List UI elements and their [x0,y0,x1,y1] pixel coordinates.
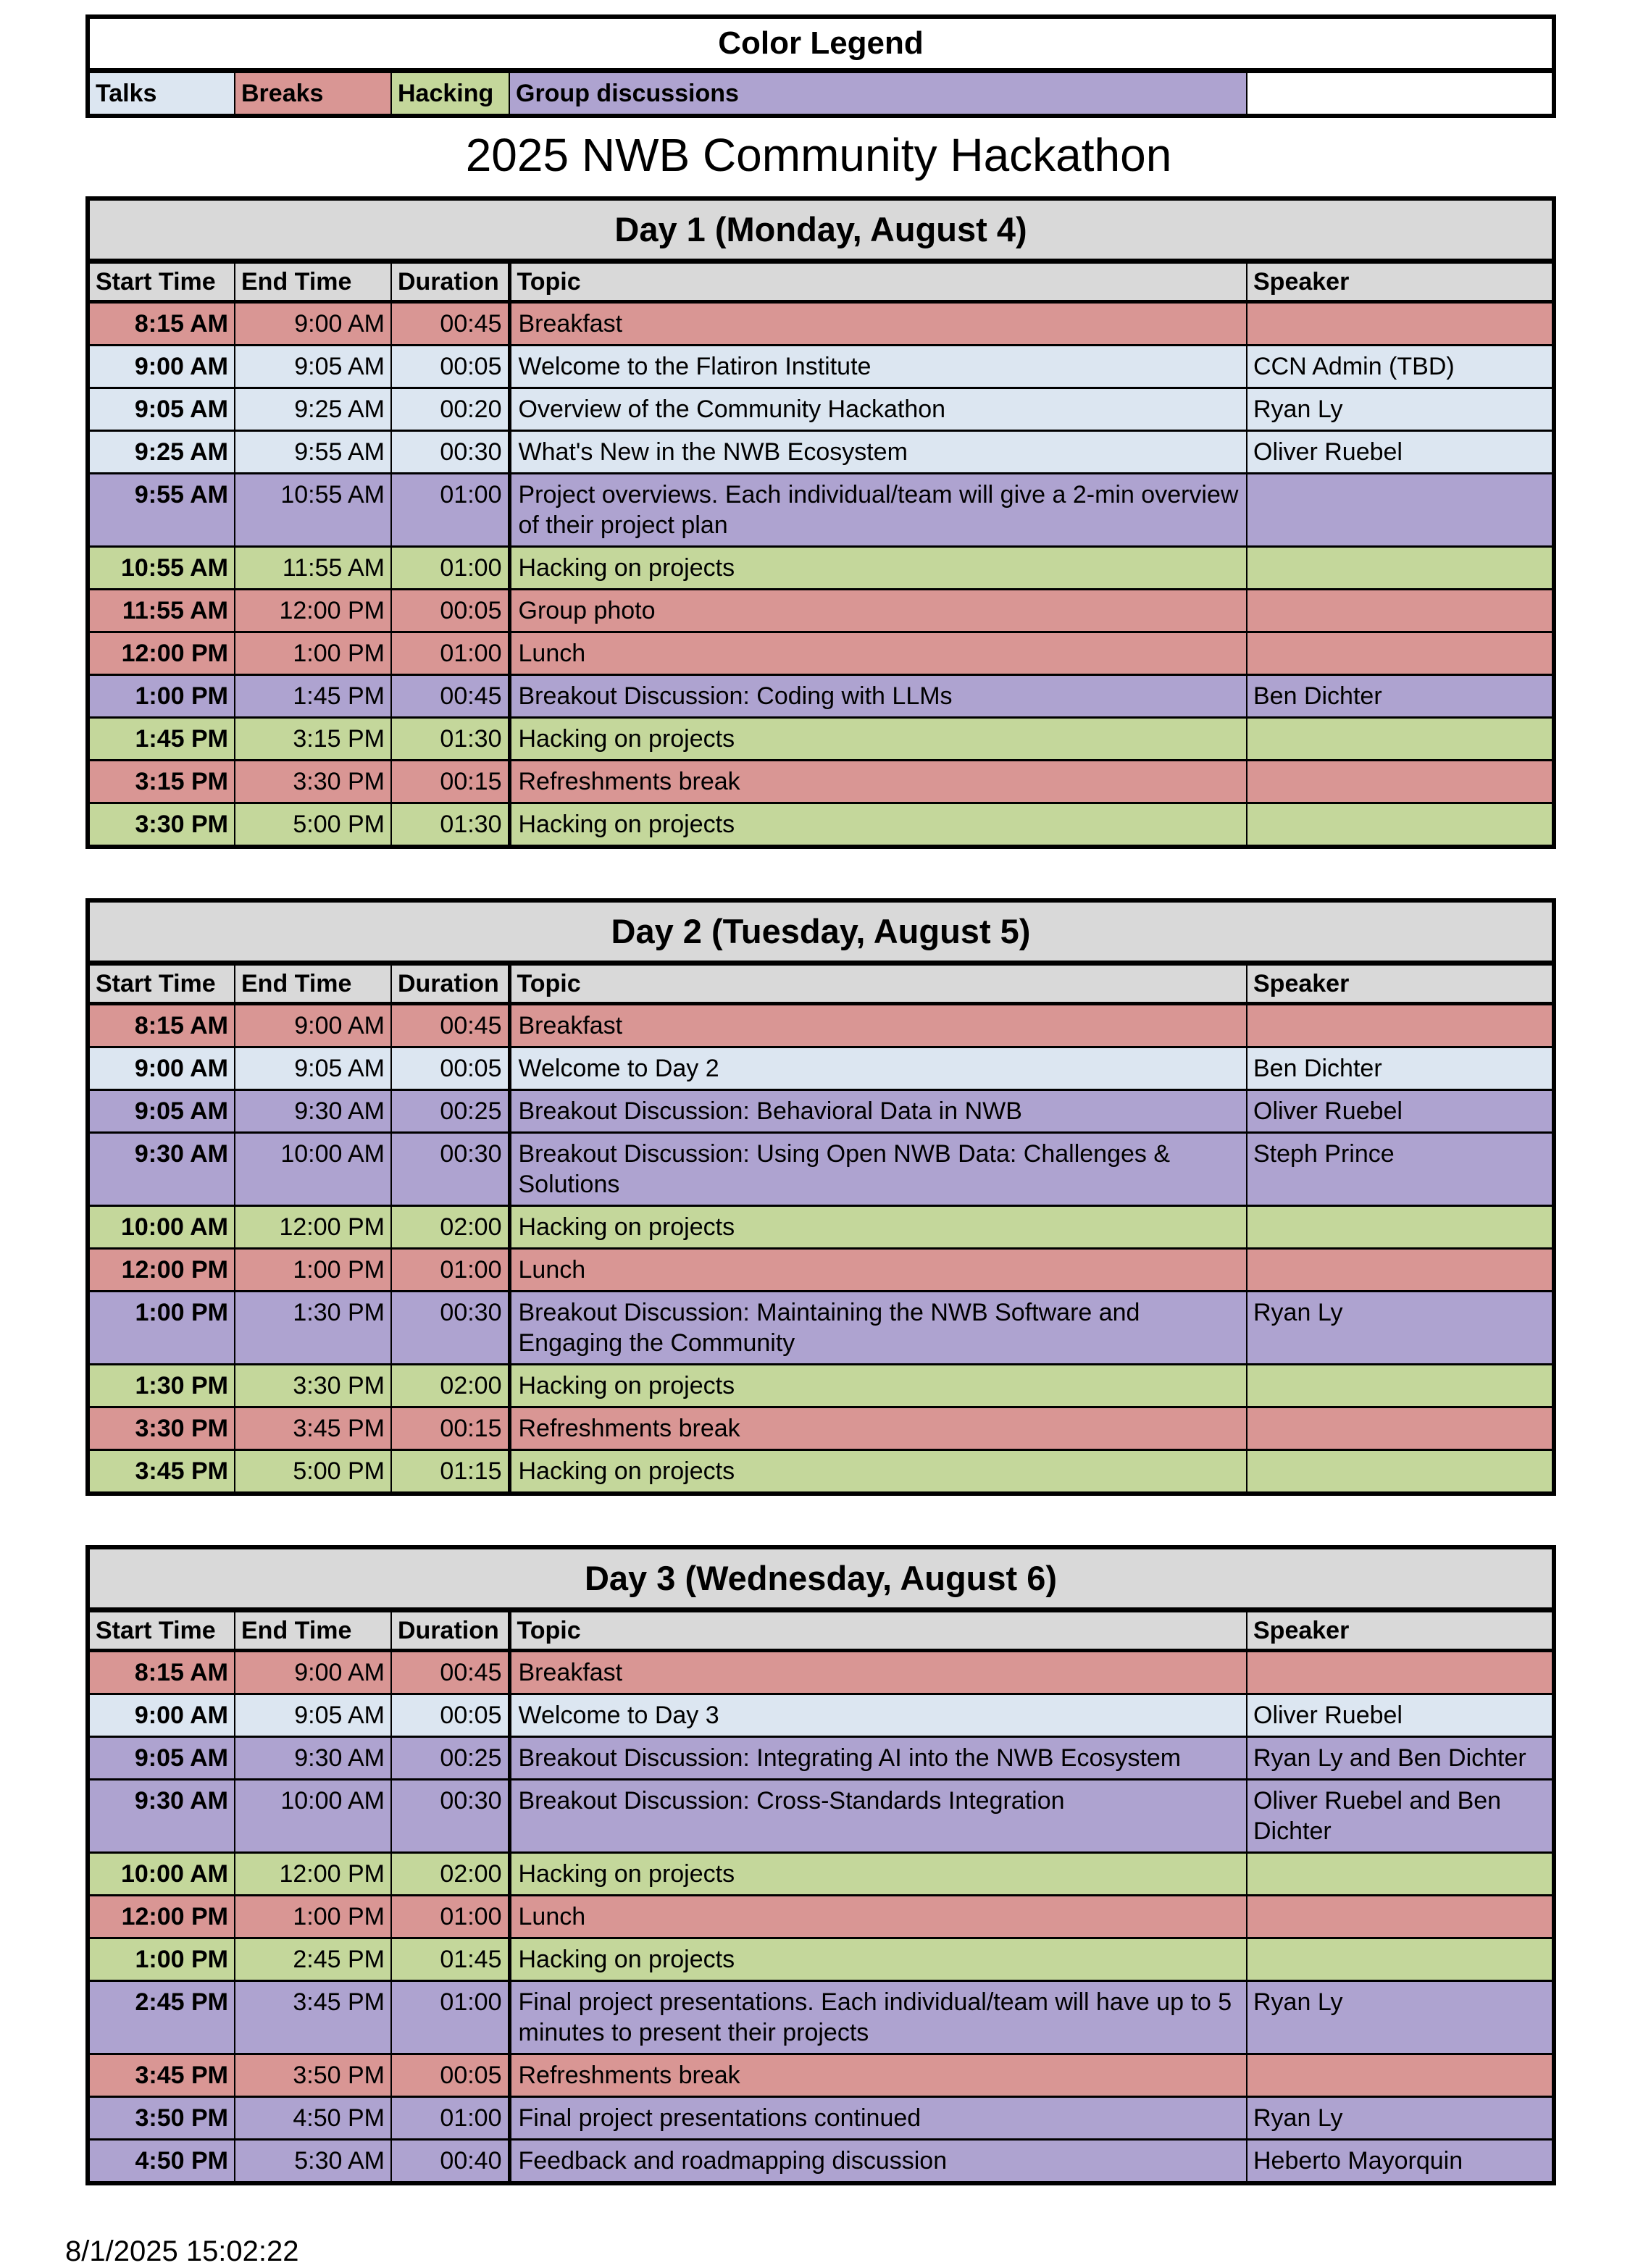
duration-cell: 02:00 [391,1853,509,1896]
topic-cell: Refreshments break [509,2054,1247,2097]
duration-cell: 00:45 [391,1004,509,1047]
end-time-cell: 1:00 PM [235,1896,391,1938]
speaker-cell [1247,547,1554,590]
start-time-cell: 10:55 AM [88,547,235,590]
event-row [88,1365,1554,1407]
start-time-cell: 9:55 AM [88,474,235,547]
page-title: 2025 NWB Community Hackathon [465,129,1172,181]
duration-cell: 00:05 [391,346,509,388]
topic-cell: Refreshments break [509,1407,1247,1450]
topic-cell: Welcome to Day 3 [509,1694,1247,1737]
footer-timestamp: 8/1/2025 15:02:22 [65,2235,299,2267]
start-time-cell: 10:00 AM [88,1853,235,1896]
day-table-1 [85,196,1556,849]
start-time-cell: 8:15 AM [88,1651,235,1694]
event-row [88,1896,1554,1938]
column-header-speaker: Speaker [1247,963,1554,1004]
topic-cell: Hacking on projects [509,718,1247,761]
start-time-cell: 9:00 AM [88,1694,235,1737]
legend-title: Color Legend [88,17,1554,71]
end-time-cell: 10:00 AM [235,1133,391,1206]
topic-cell: Project overviews. Each individual/team will give a 2-min overview of their project plan [509,474,1247,547]
event-row [88,1047,1554,1090]
event-row [88,2097,1554,2140]
start-time-cell: 9:00 AM [88,346,235,388]
column-header-speaker: Speaker [1247,1610,1554,1651]
end-time-cell: 12:00 PM [235,1853,391,1896]
event-row [88,761,1554,803]
speaker-cell [1247,1450,1554,1494]
legend-items-row [88,71,1554,117]
event-row [88,1407,1554,1450]
speaker-cell: Ryan Ly and Ben Dichter [1247,1737,1554,1780]
event-row [88,547,1554,590]
event-row [88,1090,1554,1133]
speaker-cell: Heberto Mayorquin [1247,2140,1554,2184]
end-time-cell: 1:45 PM [235,675,391,718]
start-time-cell: 9:00 AM [88,1047,235,1090]
day-rows [88,1651,1554,2184]
legend-title-row [88,17,1554,71]
end-time-cell: 1:00 PM [235,632,391,675]
event-row [88,2140,1554,2184]
topic-cell: Breakout Discussion: Behavioral Data in NWB [509,1090,1247,1133]
topic-cell: Welcome to the Flatiron Institute [509,346,1247,388]
legend-item-hacking: Hacking [391,71,509,117]
duration-cell: 00:30 [391,431,509,474]
duration-cell: 00:05 [391,1047,509,1090]
duration-cell: 01:00 [391,474,509,547]
day-tables [85,196,1552,2185]
topic-cell: Final project presentations continued [509,2097,1247,2140]
duration-cell: 01:00 [391,2097,509,2140]
column-header-end-time: End Time [235,261,391,302]
topic-cell: Overview of the Community Hackathon [509,388,1247,431]
end-time-cell: 3:30 PM [235,1365,391,1407]
column-header-start-time: Start Time [88,1610,235,1651]
topic-cell: Hacking on projects [509,1450,1247,1494]
event-row [88,1737,1554,1780]
end-time-cell: 9:05 AM [235,1694,391,1737]
column-header-topic: Topic [509,1610,1247,1651]
duration-cell: 00:05 [391,2054,509,2097]
duration-cell: 00:05 [391,1694,509,1737]
speaker-cell [1247,302,1554,346]
duration-cell: 00:25 [391,1090,509,1133]
end-time-cell: 12:00 PM [235,1206,391,1249]
end-time-cell: 10:55 AM [235,474,391,547]
end-time-cell: 3:30 PM [235,761,391,803]
event-row [88,2054,1554,2097]
start-time-cell: 9:30 AM [88,1780,235,1853]
duration-cell: 01:45 [391,1938,509,1981]
duration-cell: 01:30 [391,718,509,761]
duration-cell: 01:00 [391,632,509,675]
end-time-cell: 12:00 PM [235,590,391,632]
topic-cell: Refreshments break [509,761,1247,803]
end-time-cell: 9:55 AM [235,431,391,474]
speaker-cell: Ryan Ly [1247,388,1554,431]
start-time-cell: 9:25 AM [88,431,235,474]
column-header-end-time: End Time [235,963,391,1004]
column-header-topic: Topic [509,963,1247,1004]
speaker-cell: Ryan Ly [1247,1981,1554,2054]
start-time-cell: 3:45 PM [88,1450,235,1494]
event-row [88,1206,1554,1249]
speaker-cell: CCN Admin (TBD) [1247,346,1554,388]
column-header-row [88,261,1554,302]
duration-cell: 01:15 [391,1450,509,1494]
start-time-cell: 9:30 AM [88,1133,235,1206]
start-time-cell: 4:50 PM [88,2140,235,2184]
speaker-cell: Ryan Ly [1247,2097,1554,2140]
start-time-cell: 1:45 PM [88,718,235,761]
column-header-row [88,963,1554,1004]
duration-cell: 00:05 [391,590,509,632]
end-time-cell: 5:30 AM [235,2140,391,2184]
day-table-2 [85,898,1556,1496]
end-time-cell: 3:50 PM [235,2054,391,2097]
topic-cell: Breakfast [509,1651,1247,1694]
duration-cell: 00:30 [391,1133,509,1206]
event-row [88,632,1554,675]
event-row [88,346,1554,388]
event-row [88,302,1554,346]
end-time-cell: 11:55 AM [235,547,391,590]
event-row [88,1938,1554,1981]
speaker-cell: Ryan Ly [1247,1292,1554,1365]
column-header-end-time: End Time [235,1610,391,1651]
speaker-cell [1247,632,1554,675]
end-time-cell: 9:25 AM [235,388,391,431]
day-rows [88,302,1554,848]
duration-cell: 02:00 [391,1206,509,1249]
speaker-cell [1247,1896,1554,1938]
column-header-start-time: Start Time [88,261,235,302]
column-header-speaker: Speaker [1247,261,1554,302]
speaker-cell [1247,1651,1554,1694]
duration-cell: 00:45 [391,675,509,718]
start-time-cell: 12:00 PM [88,632,235,675]
event-row [88,1780,1554,1853]
day-title-row [88,198,1554,261]
duration-cell: 00:25 [391,1737,509,1780]
topic-cell: Final project presentations. Each individual/team will have up to 5 minutes to present their projects [509,1981,1247,2054]
topic-cell: Lunch [509,1896,1247,1938]
start-time-cell: 11:55 AM [88,590,235,632]
end-time-cell: 3:45 PM [235,1407,391,1450]
speaker-cell [1247,718,1554,761]
topic-cell: Hacking on projects [509,1365,1247,1407]
event-row [88,1292,1554,1365]
event-row [88,1694,1554,1737]
end-time-cell: 1:00 PM [235,1249,391,1292]
speaker-cell [1247,1938,1554,1981]
start-time-cell: 9:05 AM [88,1737,235,1780]
topic-cell: Lunch [509,632,1247,675]
column-header-start-time: Start Time [88,963,235,1004]
speaker-cell: Steph Prince [1247,1133,1554,1206]
legend-empty-cell [1247,71,1554,117]
speaker-cell [1247,1407,1554,1450]
topic-cell: Hacking on projects [509,803,1247,848]
start-time-cell: 9:05 AM [88,388,235,431]
day-rows [88,1004,1554,1494]
column-header-row [88,1610,1554,1651]
start-time-cell: 1:30 PM [88,1365,235,1407]
speaker-cell [1247,1249,1554,1292]
topic-cell: Breakfast [509,1004,1247,1047]
event-row [88,1651,1554,1694]
end-time-cell: 2:45 PM [235,1938,391,1981]
duration-cell: 01:00 [391,547,509,590]
event-row [88,388,1554,431]
duration-cell: 01:30 [391,803,509,848]
duration-cell: 01:00 [391,1981,509,2054]
speaker-cell [1247,1365,1554,1407]
speaker-cell [1247,1206,1554,1249]
speaker-cell: Ben Dichter [1247,1047,1554,1090]
column-header-duration: Duration [391,261,509,302]
speaker-cell [1247,1004,1554,1047]
color-legend [85,14,1556,118]
day-title-row [88,900,1554,963]
speaker-cell [1247,761,1554,803]
end-time-cell: 9:00 AM [235,1004,391,1047]
topic-cell: What's New in the NWB Ecosystem [509,431,1247,474]
topic-cell: Breakout Discussion: Cross-Standards Integration [509,1780,1247,1853]
end-time-cell: 9:05 AM [235,1047,391,1090]
topic-cell: Hacking on projects [509,547,1247,590]
start-time-cell: 12:00 PM [88,1896,235,1938]
day-title: Day 2 (Tuesday, August 5) [88,900,1554,963]
legend-item-group: Group discussions [509,71,1247,117]
speaker-cell [1247,474,1554,547]
duration-cell: 01:00 [391,1249,509,1292]
speaker-cell [1247,2054,1554,2097]
duration-cell: 02:00 [391,1365,509,1407]
event-row [88,803,1554,848]
event-row [88,1133,1554,1206]
duration-cell: 00:20 [391,388,509,431]
speaker-cell: Oliver Ruebel [1247,431,1554,474]
topic-cell: Hacking on projects [509,1853,1247,1896]
speaker-cell: Ben Dichter [1247,675,1554,718]
topic-cell: Breakout Discussion: Maintaining the NWB Software and Engaging the Community [509,1292,1247,1365]
end-time-cell: 3:15 PM [235,718,391,761]
duration-cell: 01:00 [391,1896,509,1938]
event-row [88,1981,1554,2054]
topic-cell: Breakout Discussion: Coding with LLMs [509,675,1247,718]
end-time-cell: 10:00 AM [235,1780,391,1853]
event-row [88,474,1554,547]
topic-cell: Group photo [509,590,1247,632]
end-time-cell: 1:30 PM [235,1292,391,1365]
event-row [88,431,1554,474]
end-time-cell: 5:00 PM [235,1450,391,1494]
speaker-cell [1247,803,1554,848]
start-time-cell: 3:50 PM [88,2097,235,2140]
duration-cell: 00:15 [391,761,509,803]
day-title: Day 1 (Monday, August 4) [88,198,1554,261]
topic-cell: Breakfast [509,302,1247,346]
topic-cell: Breakout Discussion: Using Open NWB Data: Challenges & Solutions [509,1133,1247,1206]
duration-cell: 00:30 [391,1292,509,1365]
legend-item-talks: Talks [88,71,235,117]
end-time-cell: 5:00 PM [235,803,391,848]
day-title: Day 3 (Wednesday, August 6) [88,1547,1554,1610]
column-header-topic: Topic [509,261,1247,302]
duration-cell: 00:30 [391,1780,509,1853]
day-table-3 [85,1545,1556,2185]
duration-cell: 00:45 [391,1651,509,1694]
speaker-cell [1247,590,1554,632]
start-time-cell: 8:15 AM [88,302,235,346]
event-row [88,718,1554,761]
start-time-cell: 1:00 PM [88,675,235,718]
topic-cell: Breakout Discussion: Integrating AI into the NWB Ecosystem [509,1737,1247,1780]
speaker-cell [1247,1853,1554,1896]
end-time-cell: 9:30 AM [235,1090,391,1133]
event-row [88,1004,1554,1047]
topic-cell: Hacking on projects [509,1938,1247,1981]
speaker-cell: Oliver Ruebel and Ben Dichter [1247,1780,1554,1853]
start-time-cell: 1:00 PM [88,1938,235,1981]
start-time-cell: 12:00 PM [88,1249,235,1292]
start-time-cell: 2:45 PM [88,1981,235,2054]
start-time-cell: 10:00 AM [88,1206,235,1249]
topic-cell: Lunch [509,1249,1247,1292]
duration-cell: 00:45 [391,302,509,346]
end-time-cell: 9:05 AM [235,346,391,388]
start-time-cell: 1:00 PM [88,1292,235,1365]
speaker-cell: Oliver Ruebel [1247,1090,1554,1133]
topic-cell: Welcome to Day 2 [509,1047,1247,1090]
start-time-cell: 3:15 PM [88,761,235,803]
day-title-row [88,1547,1554,1610]
end-time-cell: 3:45 PM [235,1981,391,2054]
event-row [88,1450,1554,1494]
start-time-cell: 3:45 PM [88,2054,235,2097]
start-time-cell: 9:05 AM [88,1090,235,1133]
topic-cell: Feedback and roadmapping discussion [509,2140,1247,2184]
event-row [88,1249,1554,1292]
end-time-cell: 4:50 PM [235,2097,391,2140]
column-header-duration: Duration [391,963,509,1004]
legend-item-breaks: Breaks [235,71,391,117]
start-time-cell: 8:15 AM [88,1004,235,1047]
duration-cell: 00:40 [391,2140,509,2184]
event-row [88,675,1554,718]
duration-cell: 00:15 [391,1407,509,1450]
column-header-duration: Duration [391,1610,509,1651]
topic-cell: Hacking on projects [509,1206,1247,1249]
end-time-cell: 9:00 AM [235,1651,391,1694]
end-time-cell: 9:30 AM [235,1737,391,1780]
end-time-cell: 9:00 AM [235,302,391,346]
speaker-cell: Oliver Ruebel [1247,1694,1554,1737]
start-time-cell: 3:30 PM [88,1407,235,1450]
start-time-cell: 3:30 PM [88,803,235,848]
event-row [88,590,1554,632]
event-row [88,1853,1554,1896]
